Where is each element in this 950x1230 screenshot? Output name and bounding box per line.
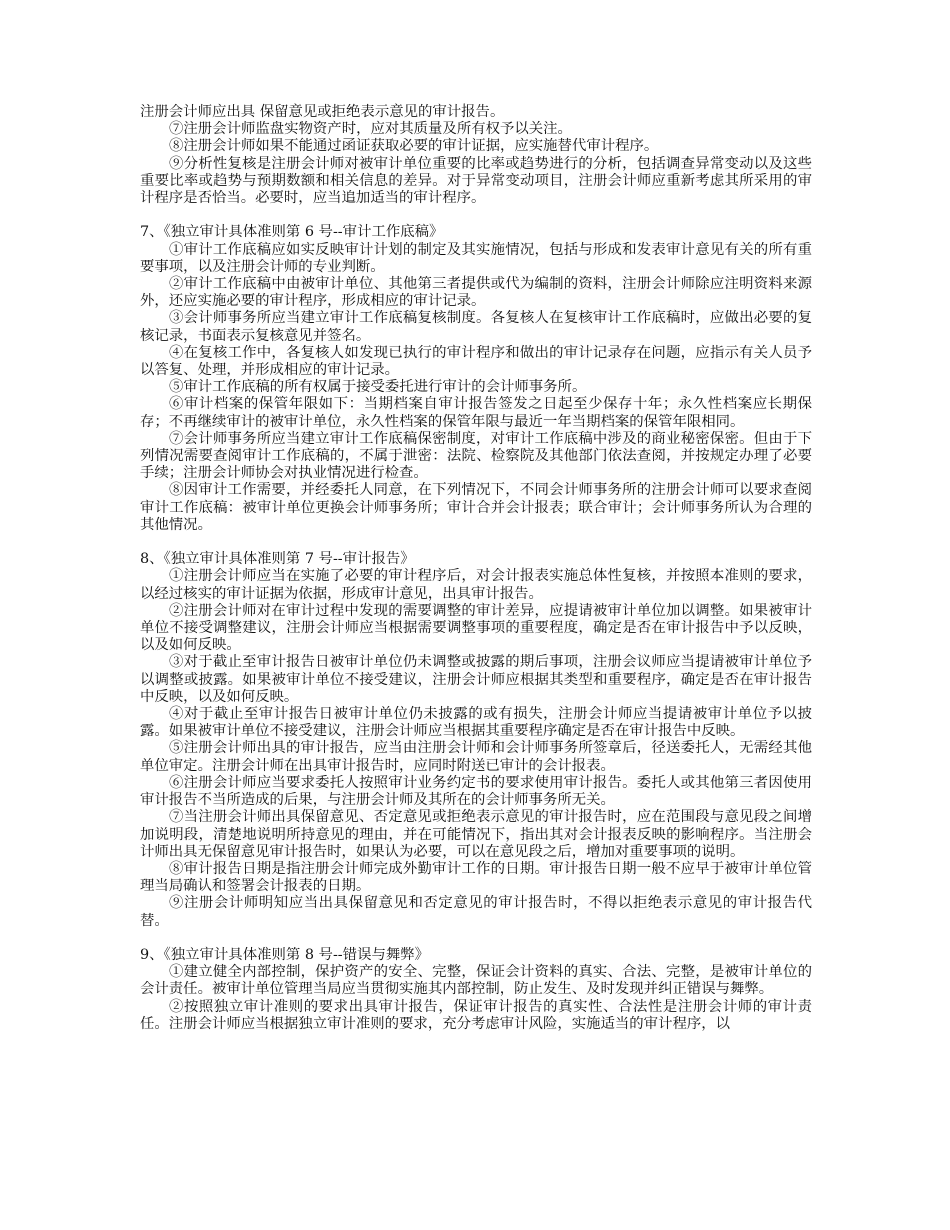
section-heading-8: 8、《独立审计具体准则第 7 号--审计报告》 (140, 551, 415, 568)
intro-item: ⑨分析性复核是注册会计师对被审计单位重要的比率或趋势进行的分析，包括调查异常变动以及这些重要比率或趋势与预期数额和相关信息的差异。对于异常变动项目，注册会计师应重新考虑其所采用的审计程序是否恰当。必要时，应当追加适当的审计程序。 (140, 155, 812, 207)
section-item: ②按照独立审计准则的要求出具审计报告，保证审计报告的真实性、合法性是注册会计师的审计责任。注册会计师应当根据独立审计准则的要求，充分考虑审计风险，实施适当的审计程序，以 (140, 998, 812, 1032)
section-item: ④对于截止至审计报告日被审计单位仍未披露的或有损失，注册会计师应当提请被审计单位予以披露。如果被审计单位不接受建议，注册会计师应当根据其重要程序确定是否在审计报告中反映。 (140, 706, 812, 740)
section-item: ①审计工作底稿应如实反映审计计划的制定及其实施情况，包括与形成和发表审计意见有关的所有重要事项，以及注册会计师的专业判断。 (140, 241, 812, 275)
intro-item: ⑦注册会计师监盘实物资产时，应对其质量及所有权予以关注。 (169, 121, 572, 138)
section-heading-7: 7、《独立审计具体准则第 6 号--审计工作底稿》 (140, 224, 444, 241)
section-item: ⑦会计师事务所应当建立审计工作底稿保密制度，对审计工作底稿中涉及的商业秘密保密。但由于下列情况需要查阅审计工作底稿的，不属于泄密：法院、检察院及其他部门依法查阅，并按规定办理了必要手续；注册会计师协会对执业情况进行检查。 (140, 430, 812, 482)
section-item: ⑥审计档案的保管年限如下：当期档案自审计报告签发之日起至少保存十年；永久性档案应长期保存；不再继续审计的被审计单位，永久性档案的保管年限与最近一年当期档案的保管年限相同。 (140, 396, 812, 430)
section-item: ⑤审计工作底稿的所有权属于接受委托进行审计的会计师事务所。 (169, 379, 587, 396)
section-item: ⑧因审计工作需要，并经委托人同意，在下列情况下，不同会计师事务所的注册会计师可以要求查阅审计工作底稿：被审计单位更换会计师事务所；审计合并会计报表；联合审计；会计师事务所认为合理的其他情况。 (140, 482, 812, 533)
section-item: ②注册会计师对在审计过程中发现的需要调整的审计差异，应提请被审计单位加以调整。如果被审计单位不接受调整建议，注册会计师应当根据需要调整事项的重要程度，确定是否在审计报告中予以反映，以及如何反映。 (140, 602, 812, 654)
section-item: ⑨注册会计师明知应当出具保留意见和否定意见的审计报告时，不得以拒绝表示意见的审计报告代替。 (140, 895, 812, 929)
section-item: ⑥注册会计师应当要求委托人按照审计业务约定书的要求使用审计报告。委托人或其他第三者因使用审计报告不当所造成的后果，与注册会计师及其所在的会计师事务所无关。 (140, 774, 812, 809)
section-item: ①注册会计师应当在实施了必要的审计程序后，对会计报表实施总体性复核，并按照本准则的要求，以经过核实的审计证据为依据，形成审计意见，出具审计报告。 (140, 568, 812, 602)
section-item: ②审计工作底稿中由被审计单位、其他第三者提供或代为编制的资料，注册会计师除应注明资料来源外，还应实施必要的审计程序，形成相应的审计记录。 (140, 276, 812, 310)
document-page (140, 104, 812, 1033)
section-item: ⑧审计报告日期是指注册会计师完成外勤审计工作的日期。审计报告日期一般不应早于被审计单位管理当局确认和签署会计报表的日期。 (140, 860, 812, 895)
section-item: ③对于截止至审计报告日被审计单位仍未调整或披露的期后事项，注册会议师应当提请被审计单位予以调整或披露。如果被审计单位不接受建议，注册会计师应根据其类型和重要程序，确定是否在审计报告中反映，以及如何反映。 (140, 654, 812, 705)
intro-item: ⑧注册会计师如果不能通过函证获取必要的审计证据，应实施替代审计程序。 (169, 138, 659, 155)
section-item: ①建立健全内部控制，保护资产的安全、完整，保证会计资料的真实、合法、完整，是被审计单位的会计责任。被审计单位管理当局应当贯彻实施其内部控制，防止发生、及时发现并纠正错误与舞弊。 (140, 964, 812, 998)
intro-continuation: 注册会计师应出具 保留意见或拒绝表示意见的审计报告。 (140, 104, 505, 120)
section-item: ⑤注册会计师出具的审计报告，应当由注册会计师和会计师事务所签章后，径送委托人，无需经其他单位审定。注册会计师在出具审计报告时，应同时附送已审计的会计报表。 (140, 740, 812, 774)
section-heading-9: 9、《独立审计具体准则第 8 号--错误与舞弊》 (140, 946, 430, 963)
section-item: ④在复核工作中，各复核人如发现已执行的审计程序和做出的审计记录存在问题，应指示有关人员予以答复、处理，并形成相应的审计记录。 (140, 344, 812, 379)
section-item: ③会计师事务所应当建立审计工作底稿复核制度。各复核人在复核审计工作底稿时，应做出必要的复核记录，书面表示复核意见并签名。 (140, 310, 812, 344)
section-item: ⑦当注册会计师出具保留意见、否定意见或拒绝表示意见的审计报告时，应在范围段与意见段之间增加说明段，清楚地说明所持意见的理由，并在可能情况下，指出其对会计报表反映的影响程序。当注册会计师出具无保留意见审计报告时，如果认为必要，可以在意见段之后，增加对重要事项的说明。 (140, 809, 812, 860)
